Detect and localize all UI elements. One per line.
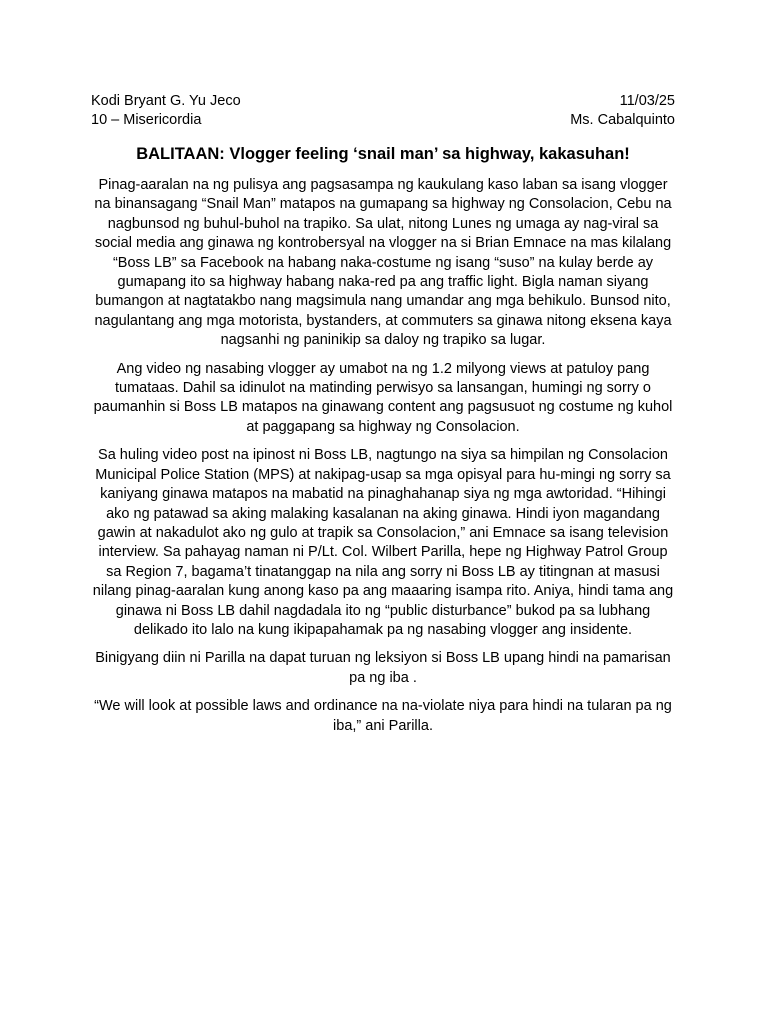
article-paragraph-3: Sa huling video post na ipinost ni Boss LB, nagtungo na siya sa himpilan ng Consolacion Municipal Police Station (MPS) at nakipag-usap sa mga opisyal para hu-mingi ng sorry sa kaniyang ginawa matapos na mabatid na pinaghahanap siya ng mga awtoridad. “Hihingi ako ng patawad sa aking malaking kasalanan na aking ginawa. Hindi iyon magandang gawin at nakadulot ako ng gulo at trapik sa Consolacion,” ani Emnace sa isang television interview. Sa pahayag naman ni P/Lt. Col. Wilbert Parilla, hepe ng Highway Patrol Group sa Region 7, bagama’t tinatanggap na nila ang sorry ni Boss LB ay titingnan at masusi nilang pinag-aaralan kung anong kaso pa ang maaaring isampa rito. Aniya, hindi tama ang ginawa ni Boss LB dahil nagdadala ito ng “public disturbance” bukod pa sa lubhang delikado ito lalo na kung ikipapahamak pa ng nasabing vlogger ang insidente. (92, 447, 674, 638)
article-paragraph-5: “We will look at possible laws and ordinance na na-violate niya para hindi na tularan pa ng iba,” ani Parilla. (94, 698, 672, 734)
document-page (91, 92, 675, 745)
article-title: BALITAAN: Vlogger feeling ‘snail man’ sa highway, kakasuhan! (136, 145, 630, 163)
header-row-1 (91, 92, 675, 111)
class-section: 10 – Misericordia (91, 112, 202, 128)
article-paragraph-1: Pinag-aaralan na ng pulisya ang pagsasampa ng kaukulang kaso laban sa isang vlogger na binansagang “Snail Man” matapos na gumapang sa highway ng Consolacion, Cebu na nagbunsod ng buhul-buhol na trapiko. Sa ulat, nitong Lunes ng umaga ay nag-viral sa social media ang ginawa ng kontrobersyal na vlogger na si Brian Emnace na mas kilalang “Boss LB” sa Facebook na habang naka-costume ng isang “suso” na kulay berde ay gumapang ito sa highway habang naka-red pa ang traffic light. Bigla naman siyang bumangon at nagtatakbo nang magsimula nang umandar ang mga behikulo. Bunsod nito, nagulantang ang mga motorista, bystanders, at commuters sa ginawa nitong eksena kaya nagsanhi ng paninikip sa daloy ng trapiko sa lugar. (94, 177, 672, 349)
author-name: Kodi Bryant G. Yu Jeco (91, 93, 241, 109)
teacher-name: Ms. Cabalquinto (570, 112, 675, 128)
document-date: 11/03/25 (619, 93, 675, 109)
header-row-2 (91, 111, 675, 130)
article-paragraph-4: Binigyang diin ni Parilla na dapat turuan ng leksiyon si Boss LB upang hindi na pamarisan pa ng iba . (95, 650, 671, 686)
article-paragraph-2: Ang video ng nasabing vlogger ay umabot na ng 1.2 milyong views at patuloy pang tumataas. Dahil sa idinulot na matinding perwisyo sa lansangan, humingi ng sorry o paumanhin si Boss LB matapos na ginawang content ang pagsusuot ng costume ng kuhol at paggapang sa highway ng Consolacion. (93, 360, 673, 435)
